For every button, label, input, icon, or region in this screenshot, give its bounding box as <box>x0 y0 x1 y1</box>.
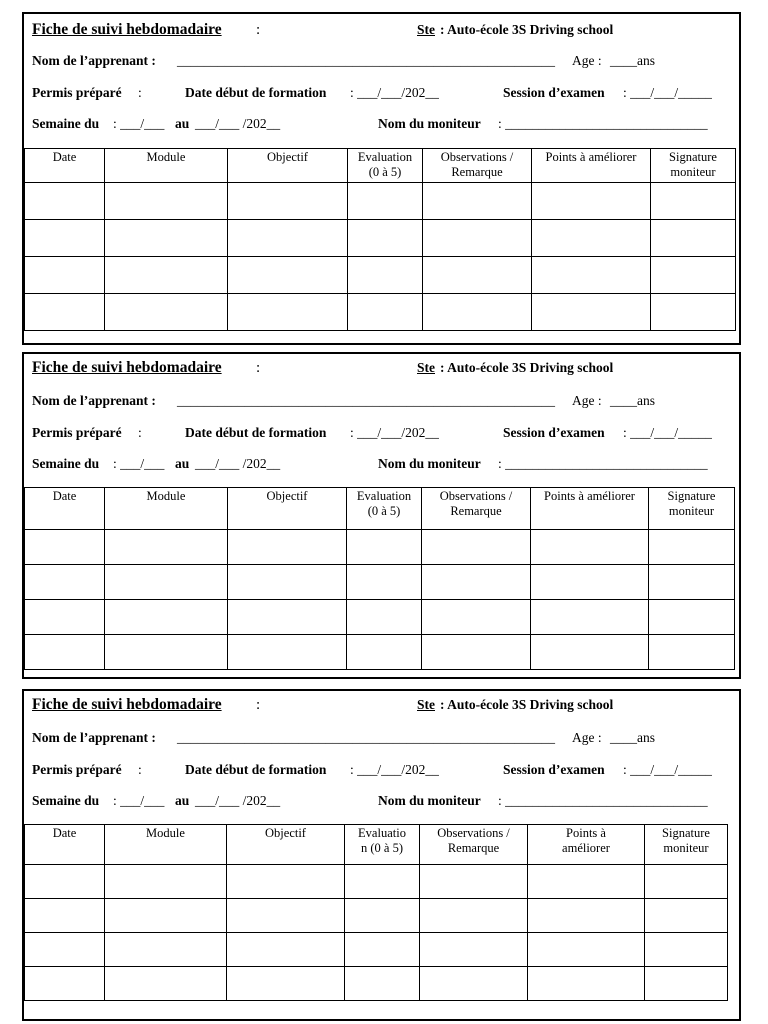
table-cell[interactable] <box>227 967 345 1001</box>
table-cell[interactable] <box>651 183 736 220</box>
exam-session-field[interactable]: : ___/___/_____ <box>623 425 712 440</box>
table-cell[interactable] <box>345 865 420 899</box>
week-start-field[interactable]: : ___/___ <box>113 116 165 131</box>
ste-value: : Auto-école 3S Driving school <box>440 697 614 712</box>
ste-label: Ste <box>417 697 435 712</box>
table-cell[interactable] <box>25 220 105 257</box>
table-cell[interactable] <box>345 933 420 967</box>
table-cell[interactable] <box>105 967 227 1001</box>
table-cell[interactable] <box>649 565 735 600</box>
week-row <box>32 116 731 136</box>
start-date-field[interactable]: : ___/___/202__ <box>350 762 439 777</box>
instructor-label: Nom du moniteur <box>378 116 481 131</box>
form-header-row <box>32 359 731 379</box>
table-cell[interactable] <box>528 967 645 1001</box>
table-cell[interactable] <box>420 865 528 899</box>
column-header: Signature moniteur <box>645 825 728 865</box>
table-cell[interactable] <box>105 899 227 933</box>
table-cell[interactable] <box>228 600 347 635</box>
permit-label: Permis préparé <box>32 85 122 100</box>
column-header: Observations / Remarque <box>423 149 532 183</box>
table-cell[interactable] <box>348 294 423 331</box>
table-cell[interactable] <box>423 220 532 257</box>
start-date-field[interactable]: : ___/___/202__ <box>350 425 439 440</box>
title-colon: : <box>256 22 261 38</box>
table-cell[interactable] <box>25 967 105 1001</box>
table-cell[interactable] <box>422 635 531 670</box>
ste-label: Ste <box>417 360 435 375</box>
tracking-table <box>24 148 736 331</box>
table-cell[interactable] <box>531 530 649 565</box>
form-header-row <box>32 696 731 716</box>
learner-name-label: Nom de l’apprenant : <box>32 730 156 745</box>
table-cell[interactable] <box>645 933 728 967</box>
table-cell[interactable] <box>228 530 347 565</box>
table-cell[interactable] <box>528 899 645 933</box>
table-cell[interactable] <box>645 865 728 899</box>
column-header: Points à améliorer <box>531 488 649 530</box>
age-label: Age : <box>572 393 602 408</box>
week-label: Semaine du <box>32 456 100 471</box>
week-to-label: au <box>175 793 190 808</box>
table-cell[interactable] <box>645 967 728 1001</box>
table-cell[interactable] <box>228 183 348 220</box>
table-cell[interactable] <box>528 933 645 967</box>
table-row <box>25 565 735 600</box>
table-cell[interactable] <box>105 565 228 600</box>
table-row <box>25 530 735 565</box>
learner-name-field[interactable]: ________________________________________________________ <box>177 730 555 745</box>
table-cell[interactable] <box>347 600 422 635</box>
column-header: Module <box>105 825 227 865</box>
table-cell[interactable] <box>228 220 348 257</box>
table-cell[interactable] <box>420 933 528 967</box>
table-cell[interactable] <box>105 183 228 220</box>
learner-name-label: Nom de l’apprenant : <box>32 393 156 408</box>
table-cell[interactable] <box>347 530 422 565</box>
table-cell[interactable] <box>528 865 645 899</box>
column-header: Date <box>25 825 105 865</box>
table-row <box>25 220 736 257</box>
table-cell[interactable] <box>25 600 105 635</box>
table-cell[interactable] <box>345 899 420 933</box>
table-cell[interactable] <box>105 530 228 565</box>
table-cell[interactable] <box>228 294 348 331</box>
age-field[interactable]: ____ans <box>610 730 655 745</box>
table-cell[interactable] <box>651 220 736 257</box>
table-cell[interactable] <box>25 183 105 220</box>
table-row <box>25 635 735 670</box>
age-field[interactable]: ____ans <box>610 53 655 68</box>
week-label: Semaine du <box>32 793 100 808</box>
column-header: Module <box>105 149 228 183</box>
table-row <box>25 899 728 933</box>
age-label: Age : <box>572 53 602 68</box>
table-row <box>25 257 736 294</box>
column-header: Signature moniteur <box>651 149 736 183</box>
week-to-label: au <box>175 456 190 471</box>
table-cell[interactable] <box>25 565 105 600</box>
table-cell[interactable] <box>347 635 422 670</box>
week-row <box>32 456 731 476</box>
table-cell[interactable] <box>348 183 423 220</box>
instructor-field[interactable]: : ______________________________ <box>498 456 708 471</box>
table-row <box>25 183 736 220</box>
table-header-row <box>25 149 736 183</box>
column-header: Evaluatio n (0 à 5) <box>345 825 420 865</box>
start-date-label: Date début de formation <box>185 85 327 100</box>
permit-colon: : <box>138 85 142 100</box>
table-cell[interactable] <box>649 600 735 635</box>
week-label: Semaine du <box>32 116 100 131</box>
exam-session-field[interactable]: : ___/___/_____ <box>623 85 712 100</box>
form-header-row <box>32 21 731 41</box>
permit-colon: : <box>138 425 142 440</box>
column-header: Module <box>105 488 228 530</box>
form-title: Fiche de suivi hebdomadaire <box>32 359 222 376</box>
table-cell[interactable] <box>422 600 531 635</box>
instructor-label: Nom du moniteur <box>378 793 481 808</box>
column-header: Objectif <box>228 488 347 530</box>
learner-name-label: Nom de l’apprenant : <box>32 53 156 68</box>
table-cell[interactable] <box>228 257 348 294</box>
table-row <box>25 967 728 1001</box>
permit-label: Permis préparé <box>32 762 122 777</box>
week-row <box>32 793 731 813</box>
exam-session-field[interactable]: : ___/___/_____ <box>623 762 712 777</box>
tracking-table <box>24 824 728 1001</box>
table-row <box>25 933 728 967</box>
permit-row <box>32 762 731 782</box>
learner-row <box>32 730 731 750</box>
exam-session-label: Session d’examen <box>503 425 605 440</box>
column-header: Observations / Remarque <box>422 488 531 530</box>
table-cell[interactable] <box>25 865 105 899</box>
instructor-field[interactable]: : ______________________________ <box>498 793 708 808</box>
table-cell[interactable] <box>228 565 347 600</box>
table-cell[interactable] <box>531 600 649 635</box>
column-header: Date <box>25 488 105 530</box>
table-row <box>25 600 735 635</box>
table-cell[interactable] <box>25 530 105 565</box>
week-to-label: au <box>175 116 190 131</box>
weekly-form-3 <box>22 689 741 1021</box>
column-header: Objectif <box>228 149 348 183</box>
table-cell[interactable] <box>105 220 228 257</box>
week-end-field[interactable]: ___/___ /202__ <box>195 116 281 131</box>
weekly-form-1 <box>22 12 741 345</box>
table-cell[interactable] <box>649 635 735 670</box>
table-cell[interactable] <box>531 635 649 670</box>
permit-label: Permis préparé <box>32 425 122 440</box>
ste-label: Ste <box>417 22 435 37</box>
table-cell[interactable] <box>348 220 423 257</box>
table-cell[interactable] <box>532 220 651 257</box>
week-end-field[interactable]: ___/___ /202__ <box>195 793 281 808</box>
week-end-field[interactable]: ___/___ /202__ <box>195 456 281 471</box>
table-cell[interactable] <box>105 294 228 331</box>
start-date-label: Date début de formation <box>185 425 327 440</box>
table-cell[interactable] <box>228 635 347 670</box>
form-title: Fiche de suivi hebdomadaire <box>32 21 222 38</box>
table-cell[interactable] <box>651 294 736 331</box>
table-cell[interactable] <box>25 257 105 294</box>
table-cell[interactable] <box>105 635 228 670</box>
title-colon: : <box>256 697 261 713</box>
table-cell[interactable] <box>532 294 651 331</box>
weekly-form-2 <box>22 352 741 679</box>
week-start-field[interactable]: : ___/___ <box>113 456 165 471</box>
table-cell[interactable] <box>423 183 532 220</box>
column-header: Points à améliorer <box>532 149 651 183</box>
table-row <box>25 294 736 331</box>
exam-session-label: Session d’examen <box>503 762 605 777</box>
column-header: Evaluation (0 à 5) <box>348 149 423 183</box>
table-cell[interactable] <box>348 257 423 294</box>
table-cell[interactable] <box>651 257 736 294</box>
table-cell[interactable] <box>423 257 532 294</box>
week-start-field[interactable]: : ___/___ <box>113 793 165 808</box>
table-cell[interactable] <box>422 565 531 600</box>
table-cell[interactable] <box>25 635 105 670</box>
table-cell[interactable] <box>105 933 227 967</box>
column-header: Signature moniteur <box>649 488 735 530</box>
instructor-label: Nom du moniteur <box>378 456 481 471</box>
table-cell[interactable] <box>227 899 345 933</box>
table-cell[interactable] <box>25 294 105 331</box>
table-header-row <box>25 488 735 530</box>
permit-colon: : <box>138 762 142 777</box>
table-cell[interactable] <box>105 865 227 899</box>
ste-value: : Auto-école 3S Driving school <box>440 22 614 37</box>
start-date-field[interactable]: : ___/___/202__ <box>350 85 439 100</box>
table-cell[interactable] <box>420 899 528 933</box>
table-cell[interactable] <box>423 294 532 331</box>
exam-session-label: Session d’examen <box>503 85 605 100</box>
table-cell[interactable] <box>25 899 105 933</box>
table-row <box>25 865 728 899</box>
table-cell[interactable] <box>649 530 735 565</box>
table-cell[interactable] <box>227 933 345 967</box>
age-field[interactable]: ____ans <box>610 393 655 408</box>
instructor-field[interactable]: : ______________________________ <box>498 116 708 131</box>
table-cell[interactable] <box>227 865 345 899</box>
start-date-label: Date début de formation <box>185 762 327 777</box>
table-cell[interactable] <box>532 257 651 294</box>
permit-row <box>32 425 731 445</box>
column-header: Observations / Remarque <box>420 825 528 865</box>
table-cell[interactable] <box>345 967 420 1001</box>
column-header: Date <box>25 149 105 183</box>
table-cell[interactable] <box>420 967 528 1001</box>
learner-name-field[interactable]: ________________________________________________________ <box>177 393 555 408</box>
table-cell[interactable] <box>645 899 728 933</box>
table-cell[interactable] <box>347 565 422 600</box>
table-cell[interactable] <box>25 933 105 967</box>
permit-row <box>32 85 731 105</box>
form-title: Fiche de suivi hebdomadaire <box>32 696 222 713</box>
table-cell[interactable] <box>105 257 228 294</box>
table-cell[interactable] <box>531 565 649 600</box>
table-header-row <box>25 825 728 865</box>
table-cell[interactable] <box>105 600 228 635</box>
table-cell[interactable] <box>422 530 531 565</box>
ste-value: : Auto-école 3S Driving school <box>440 360 614 375</box>
learner-name-field[interactable]: ________________________________________________________ <box>177 53 555 68</box>
tracking-table <box>24 487 735 670</box>
column-header: Points à améliorer <box>528 825 645 865</box>
column-header: Evaluation (0 à 5) <box>347 488 422 530</box>
column-header: Objectif <box>227 825 345 865</box>
learner-row <box>32 393 731 413</box>
age-label: Age : <box>572 730 602 745</box>
title-colon: : <box>256 360 261 376</box>
learner-row <box>32 53 731 73</box>
table-cell[interactable] <box>532 183 651 220</box>
